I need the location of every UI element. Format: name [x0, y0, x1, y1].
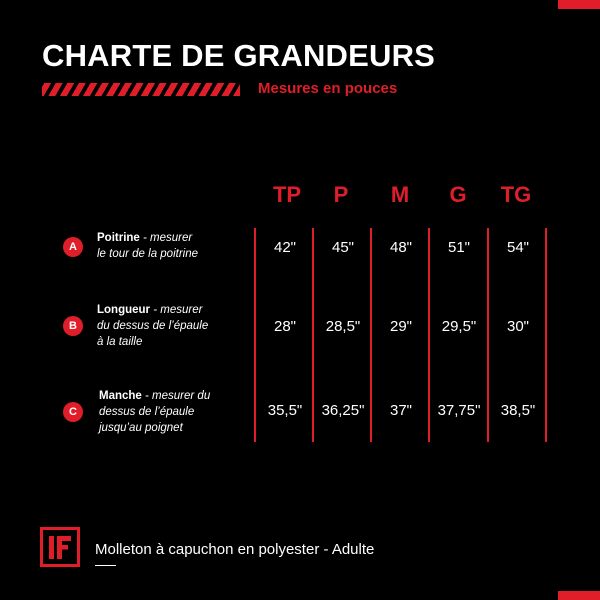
size-header-tg: TG — [500, 182, 532, 207]
table-cell: 48" — [389, 239, 412, 256]
table-cell: 37,75" — [437, 402, 481, 419]
corner-accent-top — [558, 0, 600, 9]
table-cell: 51" — [447, 239, 470, 256]
product-underline — [95, 565, 116, 566]
table-cell: 45" — [331, 239, 354, 256]
row-description-poitrine — [97, 230, 198, 262]
size-header-m: M — [390, 182, 410, 207]
row-badge-b: B — [63, 316, 83, 336]
table-cell: 30" — [506, 318, 529, 335]
if-logo-icon — [40, 527, 80, 567]
corner-accent-bottom — [558, 591, 600, 600]
hazard-stripes — [42, 83, 240, 96]
row-badge-a: A — [63, 237, 83, 257]
measure-instruction: à la taille — [97, 336, 143, 348]
size-header-g: G — [449, 182, 467, 207]
measure-label: Poitrine — [97, 232, 140, 244]
size-header-tp: TP — [272, 182, 302, 207]
table-cell: 42" — [273, 239, 296, 256]
measure-label: Manche — [99, 390, 142, 402]
measure-instruction: le tour de la poitrine — [97, 248, 199, 260]
size-header-p: P — [333, 182, 349, 207]
product-name: Molleton à capuchon en polyester - Adulte — [95, 541, 375, 558]
row-description-longueur — [97, 302, 208, 350]
table-cell: 37" — [389, 402, 412, 419]
page-subtitle: Mesures en pouces — [258, 80, 398, 97]
table-cell: 29" — [389, 318, 412, 335]
table-cell: 28,5" — [325, 318, 361, 335]
measure-instruction: - mesurer du — [141, 390, 211, 402]
table-cell: 29,5" — [441, 318, 477, 335]
measure-instruction: jusqu’au poignet — [99, 422, 183, 434]
table-cell: 36,25" — [321, 402, 365, 419]
measure-instruction: dessus de l’épaule — [99, 406, 195, 418]
table-cell: 28" — [273, 318, 296, 335]
measure-label: Longueur — [97, 304, 151, 316]
page-title: CHARTE DE GRANDEURS — [42, 38, 436, 73]
row-description-manche — [99, 388, 210, 436]
table-cell: 35,5" — [267, 402, 303, 419]
measure-instruction: - mesurer — [139, 232, 193, 244]
table-cell: 38,5" — [500, 402, 536, 419]
measure-instruction: du dessus de l’épaule — [97, 320, 209, 332]
table-cell: 54" — [506, 239, 529, 256]
row-badge-c: C — [63, 402, 83, 422]
measure-instruction: - mesurer — [150, 304, 203, 316]
